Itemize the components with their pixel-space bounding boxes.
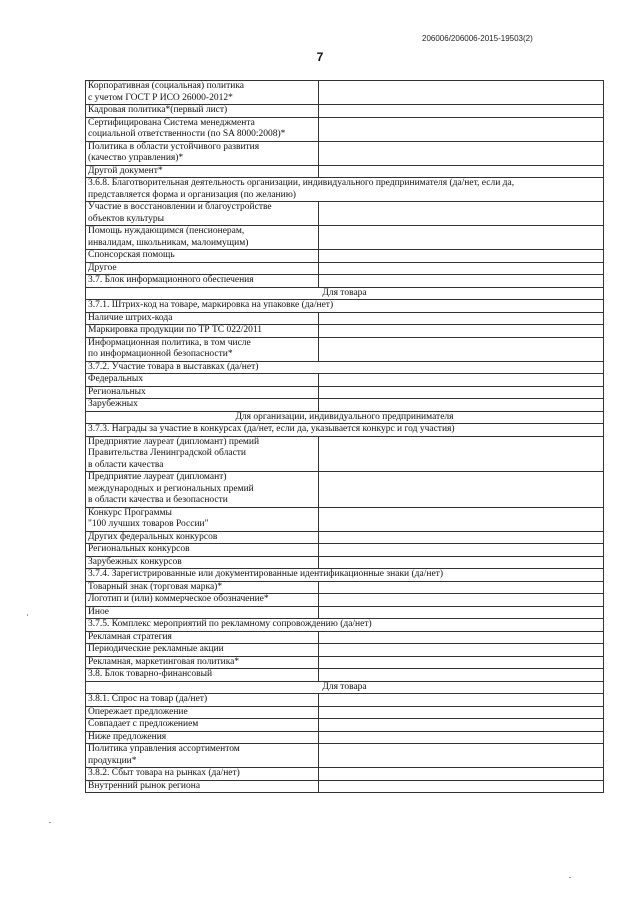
row-label <box>86 386 319 399</box>
answer-cell[interactable] <box>319 202 604 226</box>
table-row <box>86 337 604 361</box>
table-row <box>86 656 604 669</box>
label-line: Спонсорская помощь <box>88 250 175 260</box>
row-label <box>86 325 319 338</box>
answer-cell[interactable] <box>319 165 604 178</box>
answer-cell[interactable] <box>319 556 604 569</box>
table-row <box>86 374 604 387</box>
label-line: Корпоративная (социальная) политика <box>88 81 245 91</box>
answer-cell[interactable] <box>319 325 604 338</box>
row-label <box>86 275 319 288</box>
label-line: 3.7.5. Комплекс мероприятий по рекламному сопровождению (да/нет) <box>88 619 372 629</box>
label-line: Рекламная, маркетинговая политика* <box>88 656 240 667</box>
section-row <box>86 619 604 632</box>
answer-cell[interactable] <box>319 312 604 325</box>
label-line: 3.7.1. Штрих-код на товаре, маркировка на упаковке (да/нет) <box>88 300 334 310</box>
answer-cell[interactable] <box>319 105 604 118</box>
row-label <box>86 606 319 619</box>
answer-cell[interactable] <box>319 472 604 508</box>
label-line: Зарубежных <box>88 399 138 409</box>
table-row <box>86 226 604 250</box>
row-label <box>86 337 319 361</box>
row-label <box>86 731 319 744</box>
label-line: Опережает предложение <box>88 706 188 717</box>
answer-cell[interactable] <box>319 731 604 744</box>
answer-cell[interactable] <box>319 768 604 781</box>
label-line: 3.7. Блок информационного обеспечения <box>88 275 254 285</box>
answer-cell[interactable] <box>319 81 604 105</box>
table-row <box>86 202 604 226</box>
scan-speck <box>49 822 51 823</box>
row-label <box>86 165 319 178</box>
answer-cell[interactable] <box>319 436 604 472</box>
label-line: Иное <box>88 606 110 617</box>
table-row <box>86 631 604 644</box>
answer-cell[interactable] <box>319 694 604 707</box>
row-label <box>86 780 319 793</box>
label-line: Кадровая политика*(первый лист) <box>88 105 228 115</box>
answer-cell[interactable] <box>319 744 604 768</box>
row-label <box>86 312 319 325</box>
label-line: Рекламная стратегия <box>88 631 172 642</box>
label-line: Ниже предложения <box>88 731 167 742</box>
answer-cell[interactable] <box>319 226 604 250</box>
label-line: Наличие штрих-кода <box>88 312 173 323</box>
label-line: Конкурс Программы <box>88 507 172 518</box>
row-label <box>86 581 319 594</box>
label-line: Другой документ* <box>88 165 163 176</box>
label-line: Логотип и (или) коммерческое обозначение* <box>88 594 269 604</box>
table-row <box>86 436 604 472</box>
row-label <box>86 105 319 118</box>
row-label <box>86 81 319 105</box>
answer-cell[interactable] <box>319 594 604 607</box>
answer-cell[interactable] <box>319 581 604 594</box>
questionnaire-table <box>85 80 604 793</box>
table-row <box>86 644 604 657</box>
table-row <box>86 768 604 781</box>
table-row <box>86 275 604 288</box>
answer-cell[interactable] <box>319 656 604 669</box>
table-row <box>86 250 604 263</box>
row-label <box>86 644 319 657</box>
label-line: в области качества <box>88 459 164 470</box>
table-row <box>86 325 604 338</box>
answer-cell[interactable] <box>319 531 604 544</box>
label-line: Политика в области устойчивого развития <box>88 141 260 152</box>
section-heading <box>86 361 604 374</box>
row-label <box>86 436 319 472</box>
label-line: Федеральных <box>88 374 143 384</box>
label-line: международных и региональных премий <box>88 483 254 494</box>
row-label <box>86 669 319 682</box>
table-row <box>86 262 604 275</box>
row-label <box>86 226 319 250</box>
table-row <box>86 531 604 544</box>
table-row <box>86 780 604 793</box>
label-line: Внутренний рынок региона <box>88 780 201 791</box>
section-heading <box>86 178 604 202</box>
answer-cell[interactable] <box>319 780 604 793</box>
label-line: продукции* <box>88 755 137 766</box>
questionnaire-table-body <box>86 81 604 793</box>
label-line: Предприятие лауреат (дипломант) премий <box>88 436 260 447</box>
label-line: Сертифицирована Система менеджмента <box>88 117 255 128</box>
label-line: Для товара <box>322 287 367 298</box>
label-line: Политика управления ассортиментом <box>88 744 240 754</box>
answer-cell[interactable] <box>319 719 604 732</box>
row-label <box>86 556 319 569</box>
section-row <box>86 300 604 313</box>
row-label <box>86 262 319 275</box>
row-label <box>86 399 319 412</box>
table-row <box>86 694 604 707</box>
label-line: Товарный знак (торговая марка)* <box>88 581 223 592</box>
answer-cell[interactable] <box>319 141 604 165</box>
label-line: представляется форма и организация (по желанию) <box>88 189 296 200</box>
label-line: по информационной безопасности* <box>88 349 233 359</box>
label-line: Совпадает с предложением <box>88 719 199 729</box>
table-row <box>86 669 604 682</box>
row-label <box>86 374 319 387</box>
table-row <box>86 386 604 399</box>
label-line: Зарубежных конкурсов <box>88 556 182 567</box>
section-heading <box>86 424 604 437</box>
answer-cell[interactable] <box>319 669 604 682</box>
table-row <box>86 744 604 768</box>
answer-cell[interactable] <box>319 262 604 275</box>
label-line: социальной ответственности (по SA 8000:2008)* <box>88 129 286 139</box>
table-row <box>86 544 604 557</box>
row-label <box>86 117 319 141</box>
section-row <box>86 178 604 202</box>
answer-cell[interactable] <box>319 386 604 399</box>
subheader-row <box>86 411 604 424</box>
table-row <box>86 606 604 619</box>
label-line: 3.6.8. Благотворительная деятельность организации, индивидуального предпринимателя (да/нет, если да, <box>88 178 515 188</box>
label-line: 3.7.3. Награды за участие в конкурсах (да/нет, если да, указывается конкурс и год участия) <box>88 424 455 434</box>
label-line: 3.7.2. Участие товара в выставках (да/нет) <box>88 361 259 372</box>
table-row <box>86 312 604 325</box>
row-label <box>86 694 319 707</box>
answer-cell[interactable] <box>319 706 604 719</box>
row-label <box>86 706 319 719</box>
answer-cell[interactable] <box>319 399 604 412</box>
label-line: Помощь нуждающимся (пенсионерам, <box>88 226 245 236</box>
table-row <box>86 472 604 508</box>
label-line: (качество управления)* <box>88 153 184 163</box>
table-row <box>86 581 604 594</box>
row-label <box>86 141 319 165</box>
section-row <box>86 569 604 582</box>
answer-cell[interactable] <box>319 337 604 361</box>
row-label <box>86 507 319 531</box>
row-label <box>86 544 319 557</box>
row-label <box>86 744 319 768</box>
answer-cell[interactable] <box>319 374 604 387</box>
row-label <box>86 250 319 263</box>
label-line: Для организации, индивидуального предпринимателя <box>235 411 454 422</box>
table-row <box>86 594 604 607</box>
label-line: 3.8.2. Сбыт товара на рынках (да/нет) <box>88 768 240 778</box>
table-row <box>86 105 604 118</box>
label-line: Информационная политика, в том числе <box>88 337 251 348</box>
row-label <box>86 656 319 669</box>
label-line: "100 лучших товаров России" <box>88 519 209 529</box>
answer-cell[interactable] <box>319 275 604 288</box>
label-line: в области качества и безопасности <box>88 495 228 505</box>
label-line: объектов культуры <box>88 213 165 224</box>
subheader-label <box>86 681 604 694</box>
subheader-row <box>86 681 604 694</box>
table-row <box>86 731 604 744</box>
table-row <box>86 706 604 719</box>
subheader-row <box>86 287 604 300</box>
document-id: 206006/206006-2015-19503(2) <box>422 34 533 43</box>
table-row <box>86 165 604 178</box>
table-row <box>86 117 604 141</box>
answer-cell[interactable] <box>319 644 604 657</box>
label-line: Региональных <box>88 386 146 397</box>
label-line: Предприятие лауреат (дипломант) <box>88 472 227 482</box>
answer-cell[interactable] <box>319 117 604 141</box>
table-row <box>86 719 604 732</box>
label-line: Других федеральных конкурсов <box>88 531 218 542</box>
table-row <box>86 399 604 412</box>
label-line: Маркировка продукции по ТР ТС 022/2011 <box>88 325 263 335</box>
row-label <box>86 768 319 781</box>
scan-speck <box>569 877 571 878</box>
section-heading <box>86 300 604 313</box>
label-line: 3.8.1. Спрос на товар (да/нет) <box>88 694 208 704</box>
scan-speck <box>27 614 28 616</box>
page-number: 7 <box>316 50 324 64</box>
section-heading <box>86 569 604 582</box>
label-line: Участие в восстановлении и благоустройстве <box>88 202 272 212</box>
table-row <box>86 81 604 105</box>
row-label <box>86 531 319 544</box>
label-line: инвалидам, школьникам, малоимущим) <box>88 237 249 248</box>
label-line: 3.7.4. Зарегистрированные или документированные идентификационные знаки (да/нет) <box>88 569 443 579</box>
table-row <box>86 556 604 569</box>
section-row <box>86 361 604 374</box>
subheader-label <box>86 287 604 300</box>
answer-cell[interactable] <box>319 606 604 619</box>
label-line: Периодические рекламные акции <box>88 644 224 654</box>
subheader-label <box>86 411 604 424</box>
row-label <box>86 202 319 226</box>
row-label <box>86 472 319 508</box>
row-label <box>86 631 319 644</box>
table-row <box>86 141 604 165</box>
section-heading <box>86 619 604 632</box>
section-row <box>86 424 604 437</box>
row-label <box>86 594 319 607</box>
answer-cell[interactable] <box>319 250 604 263</box>
row-label <box>86 719 319 732</box>
label-line: 3.8. Блок товарно-финансовый <box>88 669 213 679</box>
label-line: Другое <box>88 262 117 273</box>
label-line: с учетом ГОСТ Р ИСО 26000-2012* <box>88 92 233 103</box>
answer-cell[interactable] <box>319 507 604 531</box>
label-line: Региональных конкурсов <box>88 544 190 554</box>
label-line: Для товара <box>322 681 367 692</box>
answer-cell[interactable] <box>319 544 604 557</box>
table-row <box>86 507 604 531</box>
label-line: Правительства Ленинградской области <box>88 448 247 458</box>
answer-cell[interactable] <box>319 631 604 644</box>
